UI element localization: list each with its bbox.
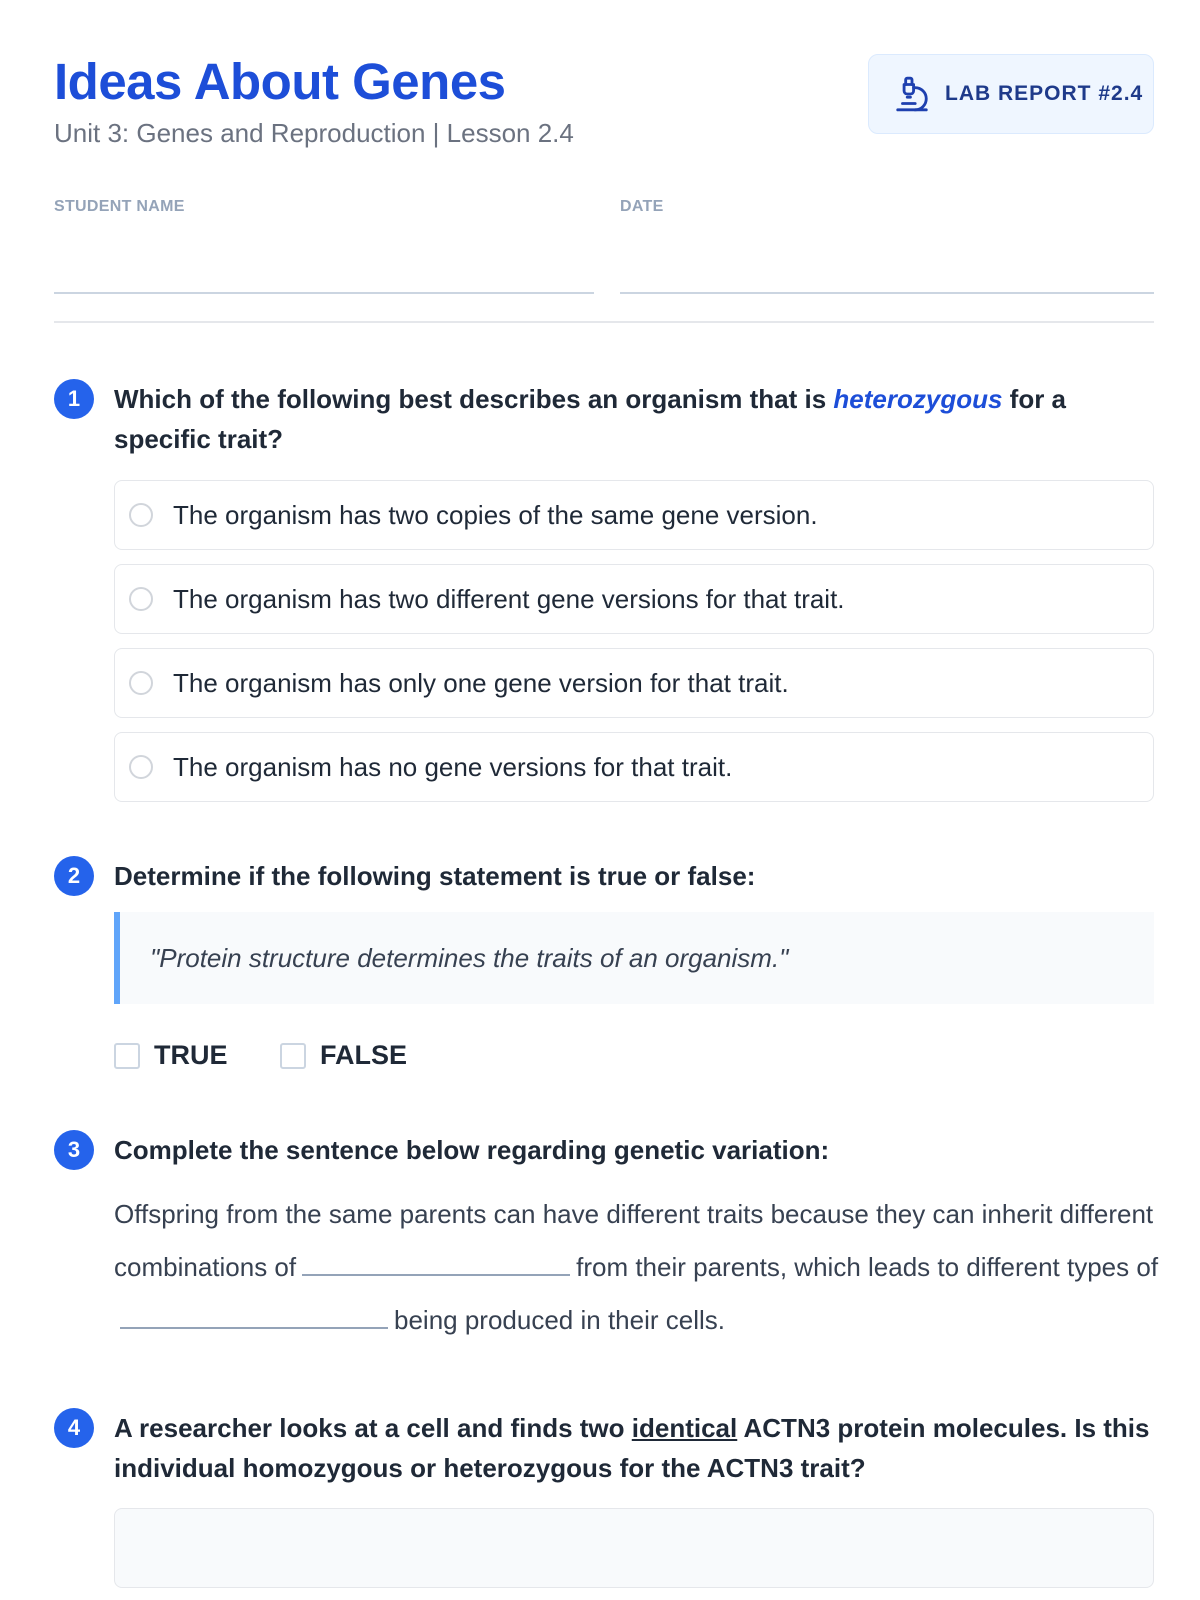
question-1-text-start: Which of the following best describes an organism that is xyxy=(114,384,834,414)
blank-2[interactable] xyxy=(120,1305,388,1329)
page-title: Ideas About Genes xyxy=(54,53,506,110)
question-1-text xyxy=(114,379,1154,459)
option-label: The organism has no gene versions for that trait. xyxy=(173,751,733,782)
microscope-icon xyxy=(893,75,931,113)
q1-option-2[interactable] xyxy=(114,564,1154,634)
question-3-text: Complete the sentence below regarding genetic variation: xyxy=(114,1135,830,1165)
true-label: TRUE xyxy=(154,1040,228,1070)
question-1-text-end: for a specific trait? xyxy=(114,384,1067,454)
q1-option-3[interactable] xyxy=(114,648,1154,718)
checkbox[interactable] xyxy=(114,1043,140,1069)
option-label: The organism has two different gene versions for that trait. xyxy=(173,583,845,614)
statement-quote: "Protein structure determines the traits of an organism." xyxy=(114,912,1154,1004)
question-4-text-end: ACTN3 protein molecules. Is this individual homozygous or heterozygous for the ACTN3 trait? xyxy=(114,1413,1150,1483)
option-label: The organism has two copies of the same gene version. xyxy=(173,499,818,530)
fill-in-paragraph xyxy=(114,1188,1166,1347)
question-number-2: 2 xyxy=(54,856,94,896)
radio-button[interactable] xyxy=(129,587,153,611)
sentence-part-1: Offspring from the same parents can have different traits because they can inherit different combinations of xyxy=(114,1199,1154,1282)
underlined-word: identical xyxy=(631,1413,738,1443)
page-subtitle: Unit 3: Genes and Reproduction | Lesson 2.4 xyxy=(54,118,574,148)
false-checkbox-option[interactable] xyxy=(280,1040,407,1071)
badge-label: LAB REPORT #2.4 xyxy=(945,82,1144,105)
q1-option-1[interactable] xyxy=(114,480,1154,550)
sentence-part-2: from their parents, which leads to different types of xyxy=(576,1252,1159,1282)
term-heterozygous: heterozygous xyxy=(833,384,1003,414)
true-checkbox-option[interactable] xyxy=(114,1040,228,1071)
student-name-label: STUDENT NAME xyxy=(54,198,185,215)
question-number-1: 1 xyxy=(54,379,94,419)
question-4-text-start: A researcher looks at a cell and finds two xyxy=(114,1413,632,1443)
date-field[interactable] xyxy=(620,292,1154,294)
lab-report-badge xyxy=(868,54,1154,134)
radio-button[interactable] xyxy=(129,503,153,527)
q1-option-4[interactable] xyxy=(114,732,1154,802)
question-4-text xyxy=(114,1408,1154,1488)
blank-1[interactable] xyxy=(302,1252,570,1276)
student-name-field[interactable] xyxy=(54,292,594,294)
option-label: The organism has only one gene version for that trait. xyxy=(173,667,789,698)
radio-button[interactable] xyxy=(129,755,153,779)
radio-button[interactable] xyxy=(129,671,153,695)
header-divider xyxy=(54,321,1154,323)
question-number-4: 4 xyxy=(54,1408,94,1448)
checkbox[interactable] xyxy=(280,1043,306,1069)
question-number-3: 3 xyxy=(54,1130,94,1170)
answer-textbox[interactable] xyxy=(114,1508,1154,1588)
question-2-text: Determine if the following statement is true or false: xyxy=(114,861,756,891)
sentence-part-3: being produced in their cells. xyxy=(394,1305,725,1335)
date-label: DATE xyxy=(620,198,664,215)
false-label: FALSE xyxy=(320,1040,408,1070)
